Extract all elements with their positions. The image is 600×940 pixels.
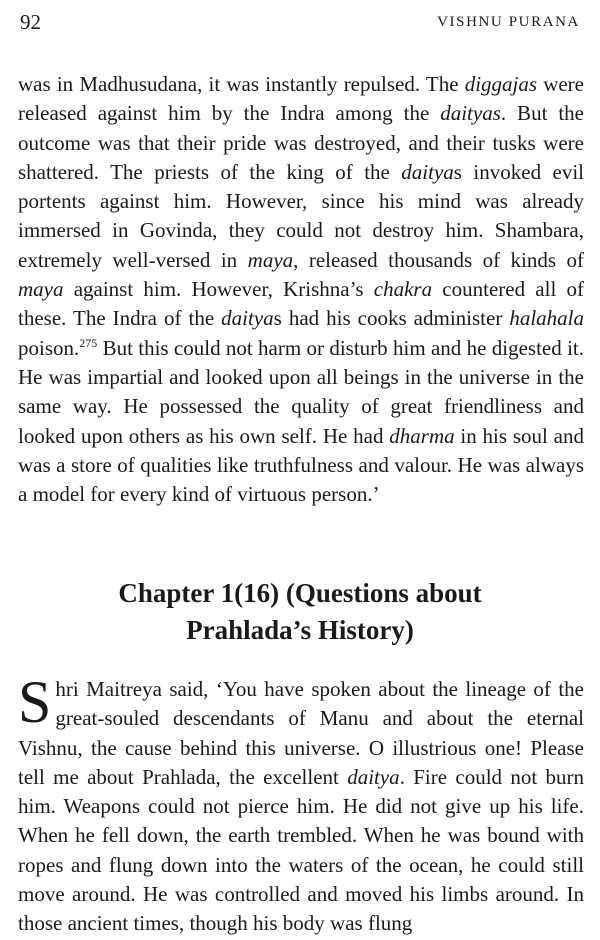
text-run: s had his cooks administer — [273, 306, 510, 331]
text-run: against him. However, Krishna’s — [63, 277, 374, 302]
text-run: But this could not harm or disturb him and he digested it. He was impartial and looked upon all beings in the universe in the same way. He possessed the quality of great friendliness and looked upon others as his own self. He had — [18, 335, 584, 448]
italic-term: daitya — [221, 306, 274, 331]
italic-term: halahala — [509, 306, 584, 331]
italic-term: daitya — [347, 764, 400, 789]
text-run: hri Maitreya said, ‘You have spoken about the lineage of the great-souled descendants of Manu and about the eternal Vishnu, the cause behind this universe. O illustrious one! Please tell me about Prahlada, the excellent — [18, 677, 584, 789]
italic-term: maya — [247, 247, 294, 272]
paragraph-continued — [18, 70, 584, 509]
italic-term: diggajas — [464, 72, 538, 96]
chapter-heading — [0, 575, 600, 649]
text-run: poison. — [18, 335, 80, 360]
italic-term: daitya — [401, 159, 454, 184]
page-number: 92 — [20, 10, 41, 34]
text-run: . Fire could not burn him. Weapons could not pierce him. He did not give up his life. When he fell down, the earth trembled. When he was bound with ropes and flung down into the waters of the ocean, he could still move around. He was controlled and moved his limbs around. In those ancient times, though his body was flung — [18, 764, 585, 936]
text-run: . But the outcome was that their pride was destroyed, and their tusks were shattered. The priests of the king of the — [18, 101, 584, 184]
chapter-heading-line: Prahlada’s History) — [186, 615, 414, 645]
chapter-heading-line: Chapter 1(16) (Questions about — [118, 578, 482, 608]
text-run: countered all of these. The Indra of the — [18, 277, 584, 331]
italic-term: chakra — [373, 277, 433, 302]
text-run: s invoked evil portents against him. However, since his mind was already immersed in Govinda, they could not destroy him. Shambara, extremely well-versed in — [18, 159, 584, 272]
italic-term: dharma — [389, 423, 455, 448]
footnote-marker[interactable]: 275 — [79, 335, 98, 350]
paragraph-chapter-opening — [18, 669, 585, 939]
text-run: was in Madhusudana, it was instantly repulsed. The — [18, 72, 465, 96]
italic-term: maya — [18, 277, 64, 302]
text-run: , released thousands of kinds of — [293, 247, 585, 272]
running-head — [20, 10, 580, 36]
drop-cap: S — [18, 669, 52, 735]
book-title: VISHNU PURANA — [437, 14, 580, 30]
italic-term: daityas — [440, 101, 501, 126]
text-run: were released against him by the Indra among the — [18, 72, 584, 126]
text-run: in his soul and was a store of qualities like truthfulness and valour. He was always a model for every kind of virtuous person.’ — [18, 423, 584, 507]
